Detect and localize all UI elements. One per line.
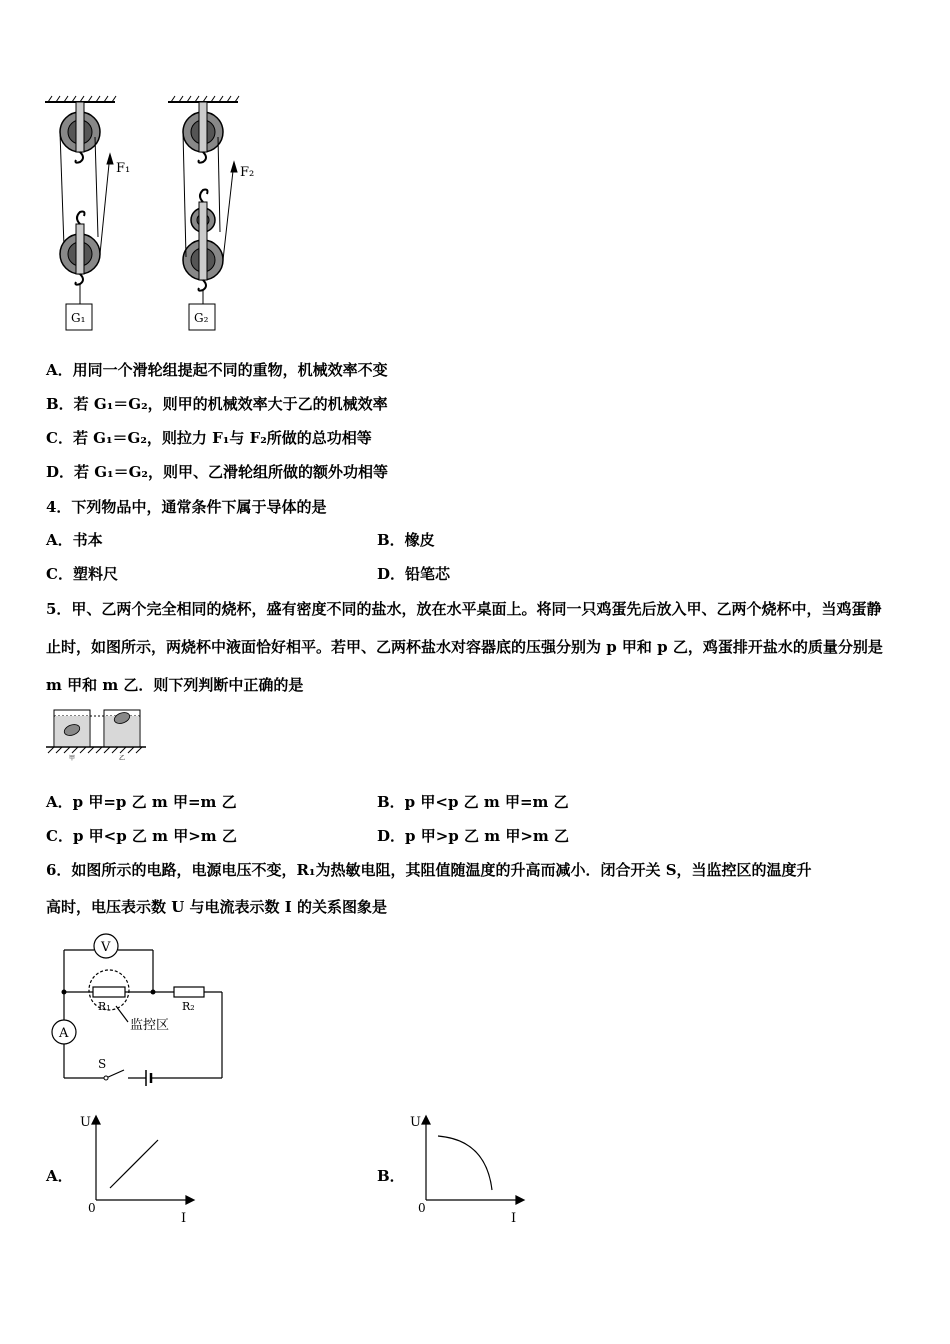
weight-label-g1: G₁ (71, 311, 86, 325)
ammeter-label: A (59, 1026, 69, 1041)
q6-stem-line1: 6．如图所示的电路，电源电压不变，R₁为热敏电阻，其阻值随温度的升高而减小．闭合开关 S，当监控区的温度升 (46, 861, 812, 879)
q6-option-b-label[interactable]: B． (377, 1167, 405, 1185)
graph-b-x-axis: I (511, 1211, 517, 1226)
q3-option-c[interactable]: C．若 G₁＝G₂，则拉力 F₁与 F₂所做的总功相等 (46, 429, 372, 447)
beaker-label-right: 乙 (119, 755, 126, 762)
q6-stem-line2: 高时，电压表示数 U 与电流表示数 I 的关系图象是 (46, 898, 387, 916)
switch (106, 1070, 124, 1078)
ceiling-left (45, 96, 116, 102)
q3-option-b[interactable]: B．若 G₁＝G₂，则甲的机械效率大于乙的机械效率 (46, 395, 388, 413)
q5-option-c[interactable]: C．p 甲<p 乙 m 甲>m 乙 (46, 827, 237, 845)
r2-label: R₂ (182, 1000, 195, 1013)
q5-option-d[interactable]: D．p 甲>p 乙 m 甲>m 乙 (377, 827, 569, 845)
r1-label: R₁ (98, 1000, 111, 1013)
switch-label: S (98, 1057, 107, 1071)
voltmeter-label: V (101, 940, 111, 955)
pulley-system-left (60, 102, 113, 330)
q3-option-d[interactable]: D．若 G₁＝G₂，则甲、乙滑轮组所做的额外功相等 (46, 463, 388, 481)
beaker-figure (46, 702, 156, 762)
resistor-r2 (174, 987, 204, 997)
graph-a-curve (110, 1140, 158, 1188)
pulley-system-right (183, 102, 237, 330)
q3-option-a[interactable]: A．用同一个滑轮组提起不同的重物，机械效率不变 (46, 361, 388, 379)
q4-option-b[interactable]: B．橡皮 (377, 531, 435, 549)
zone-label: 监控区 (130, 1018, 170, 1033)
q4-option-a[interactable]: A．书本 (46, 531, 103, 549)
q6-option-a-label[interactable]: A． (46, 1167, 73, 1185)
graph-a-origin: 0 (88, 1201, 96, 1215)
graph-a-x-axis: I (181, 1211, 187, 1226)
graph-b[interactable] (406, 1110, 536, 1230)
graph-b-y-axis: U (410, 1115, 421, 1130)
graph-a[interactable] (76, 1110, 206, 1230)
graph-a-y-axis: U (80, 1115, 91, 1130)
q5-stem: 5．甲、乙两个完全相同的烧杯，盛有密度不同的盐水，放在水平桌面上。将同一只鸡蛋先后放入甲、乙两个烧杯中，当鸡蛋静止时，如图所示，两烧杯中液面恰好相平。若甲、乙两杯盐水对容器底的压强分别为 p 甲和 p 乙，鸡蛋排开盐水的质量分别是 m 甲和 m 乙．则下列判断中正确的是 (46, 600, 883, 694)
resistor-r1 (93, 987, 125, 997)
weight-label-g2: G₂ (194, 311, 209, 325)
pulley-figure (40, 92, 270, 342)
q4-option-c[interactable]: C．塑料尺 (46, 565, 118, 583)
ceiling-right (168, 96, 239, 102)
graph-b-origin: 0 (418, 1201, 426, 1215)
force-label-f2: F₂ (240, 165, 255, 180)
q5-option-b[interactable]: B．p 甲<p 乙 m 甲=m 乙 (377, 793, 569, 811)
q4-option-d[interactable]: D．铅笔芯 (377, 565, 451, 583)
force-label-f1: F₁ (116, 161, 131, 176)
circuit-figure (46, 930, 236, 1090)
q4-stem: 4．下列物品中，通常条件下属于导体的是 (46, 498, 327, 516)
graph-b-curve (438, 1136, 492, 1190)
beaker-label-left: 甲 (69, 755, 76, 762)
q5-option-a[interactable]: A．p 甲=p 乙 m 甲=m 乙 (46, 793, 237, 811)
